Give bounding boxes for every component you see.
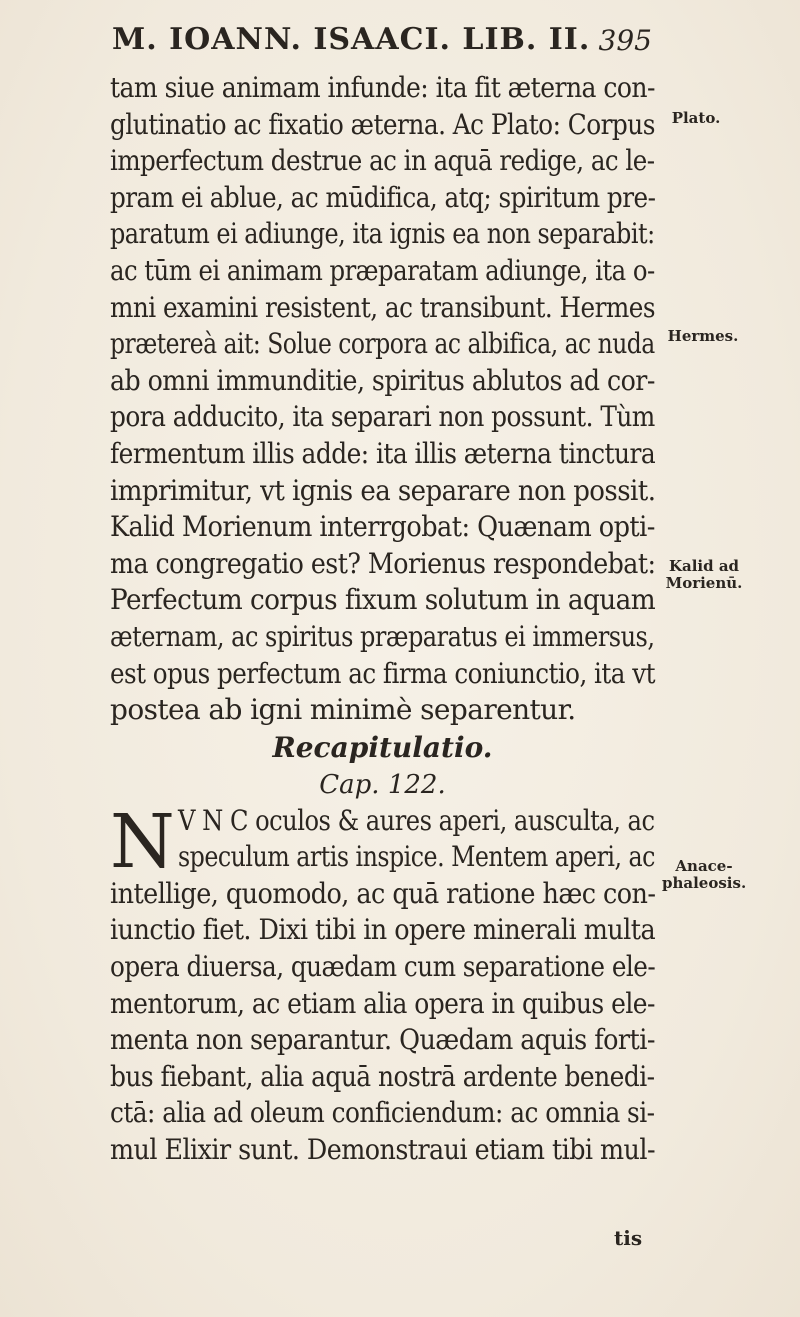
text-line: menta non separantur. Quædam aquis forti- xyxy=(110,1023,655,1057)
text-line: Perfectum corpus fixum solutum in aquam xyxy=(110,583,656,617)
text-line: ab omni immunditie, spiritus ablutos ad cor- xyxy=(110,363,655,397)
text-line: Kalid Morienum interrgobat: Quænam opti- xyxy=(110,510,655,544)
text-line: imperfectum destrue ac in aquā redige, ac le- xyxy=(110,144,655,178)
text-line: imprimitur, vt ignis ea separare non possit. xyxy=(110,473,656,507)
text-line: paratum ei adiunge, ita ignis ea non separabit: xyxy=(110,217,655,251)
text-line: pora adducito, ita separari non possunt. Tùm xyxy=(110,400,655,434)
text-line: glutinatio ac fixatio æterna. Ac Plato: Corpus xyxy=(110,107,655,141)
page-number: 395 xyxy=(598,24,652,57)
text-line: fermentum illis adde: ita illis æterna tinctura xyxy=(110,436,656,470)
text-line: æternam, ac spiritus præparatus ei immersus, xyxy=(110,619,655,653)
margin-note-text: Morienū. xyxy=(665,574,743,592)
text-line: pram ei ablue, ac mūdifica, atq; spiritum pre- xyxy=(110,180,656,214)
margin-note-hermes xyxy=(664,328,742,345)
chapter-number: Cap. 122. xyxy=(319,769,446,800)
text-line: mentorum, ac etiam alia opera in quibus ele- xyxy=(110,986,655,1020)
text-line: postea ab igni minimè separentur. xyxy=(110,693,576,727)
text-line: prætereà ait: Solue corpora ac albifica, ac nuda xyxy=(110,327,655,361)
drop-initial: N xyxy=(110,798,175,885)
catchword: tis xyxy=(614,1226,643,1250)
text-line: V N C oculos & aures aperi, ausculta, ac xyxy=(178,803,655,837)
initial-paragraph xyxy=(110,798,655,885)
text-line: mni examini resistent, ac transibunt. Hermes xyxy=(110,290,656,324)
text-line: ma congregatio est? Morienus respondebat: xyxy=(110,546,656,580)
section-heading: Recapitulatio. xyxy=(272,730,493,764)
text-line: opera diuersa, quædam cum separatione ele- xyxy=(110,950,656,984)
text-line: speculum artis inspice. Mentem aperi, ac xyxy=(178,840,655,874)
margin-note-text: Plato. xyxy=(671,109,721,127)
text-line: ac tūm ei animam præparatam adiunge, ita o- xyxy=(110,253,655,287)
text-block xyxy=(110,70,655,1169)
margin-note-text: Hermes. xyxy=(667,327,739,345)
text-line: ctā: alia ad oleum conficiendum: ac omnia si- xyxy=(110,1096,655,1130)
text-line: bus fiebant, alia aquā nostrā ardente benedi- xyxy=(110,1059,655,1093)
text-line: intellige, quomodo, ac quā ratione hæc con- xyxy=(110,876,656,910)
margin-note-kalid xyxy=(664,558,744,592)
margin-note-text: phaleosis. xyxy=(662,874,747,892)
text-line: mul Elixir sunt. Demonstraui etiam tibi mul- xyxy=(110,1133,655,1167)
running-head xyxy=(112,22,652,70)
margin-note-text: Kalid ad xyxy=(668,557,740,575)
margin-note-text: Anace- xyxy=(675,857,733,875)
text-line: est opus perfectum ac firma coniunctio, ita vt xyxy=(110,656,655,690)
margin-note-plato xyxy=(666,110,726,127)
text-line: iunctio fiet. Dixi tibi in opere minerali multa xyxy=(110,913,656,947)
text-line: tam siue animam infunde: ita fit æterna con- xyxy=(110,71,655,104)
margin-note-anacephaleosis xyxy=(662,858,746,892)
running-title: M. IOANN. ISAACI. LIB. II. xyxy=(112,22,591,57)
